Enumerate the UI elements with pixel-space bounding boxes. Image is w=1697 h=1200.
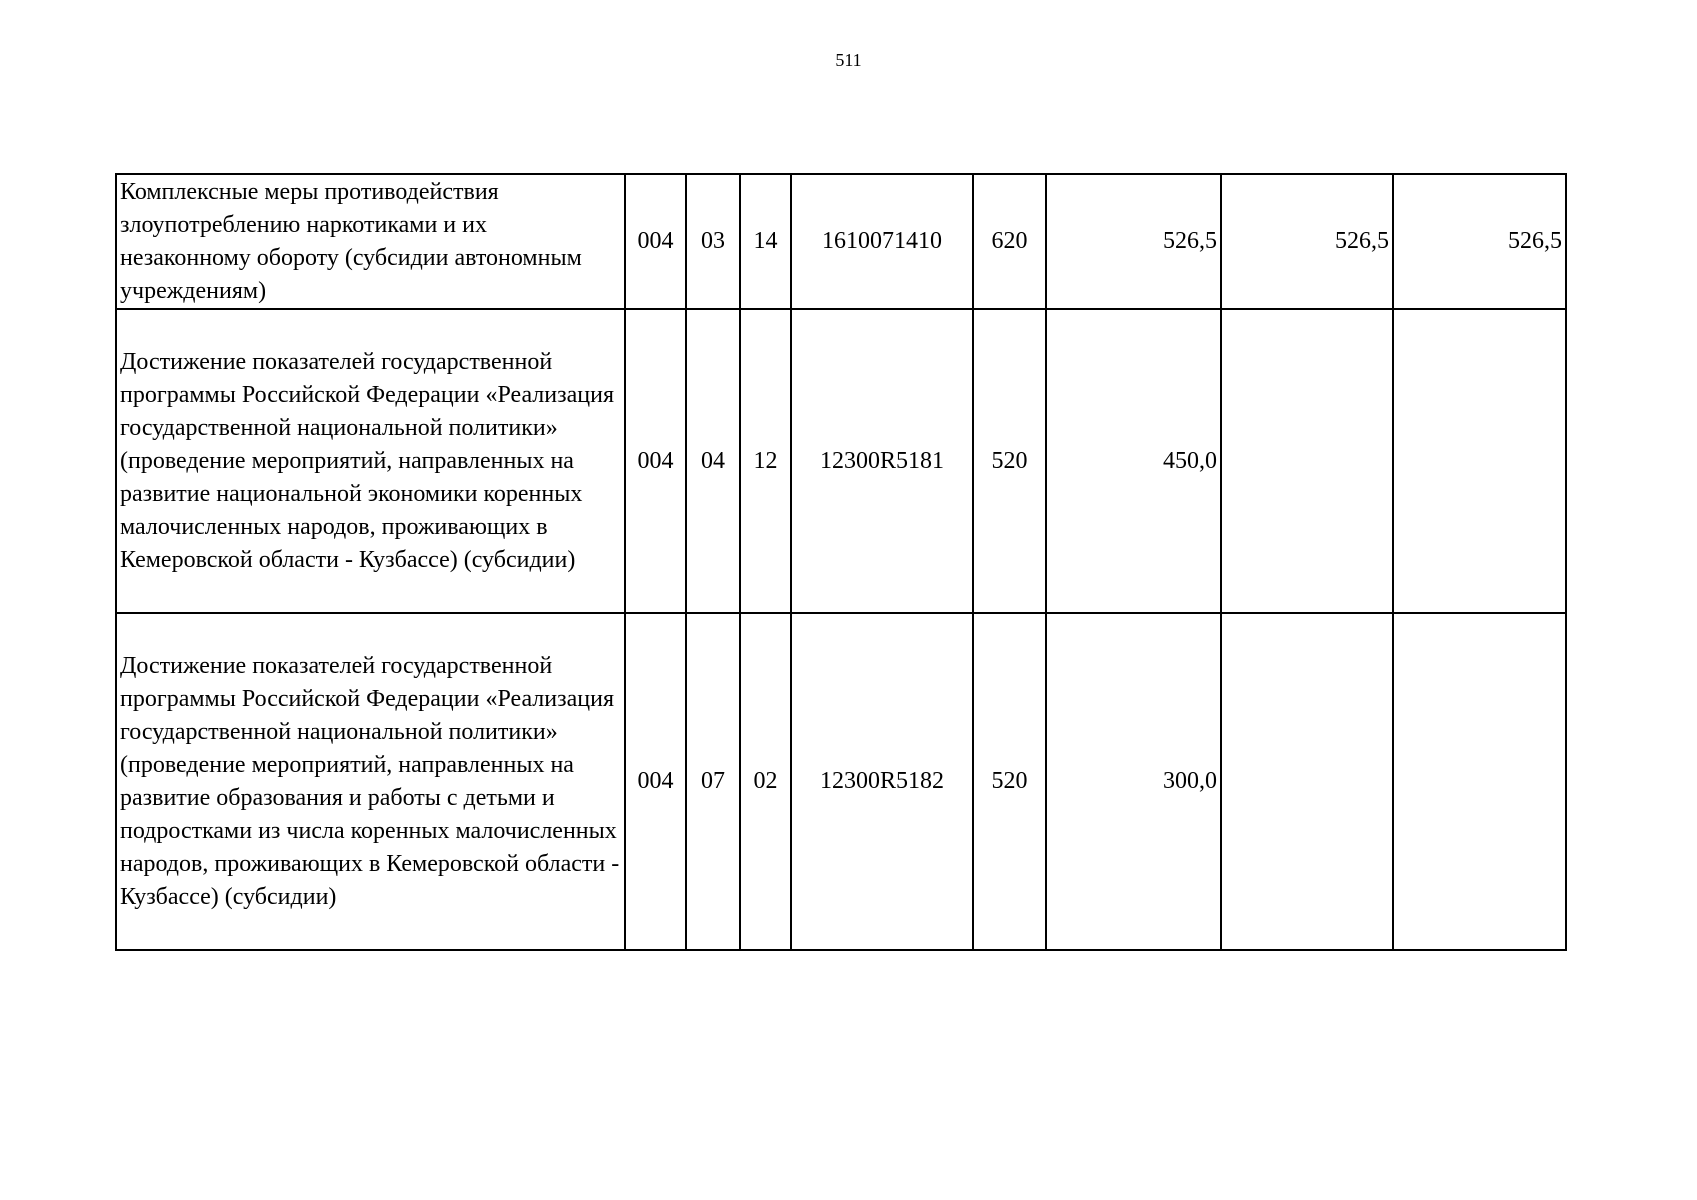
expense-type-cell: 520: [973, 309, 1046, 613]
table-row: [116, 613, 1566, 950]
section-code-cell: 04: [686, 309, 740, 613]
expense-name-cell: Достижение показателей государственной программы Российской Федерации «Реализация государственной национальной политики» (проведение мероприятий, направленных на развитие национальной экономики коренных малочисленных народов, проживающих в Кемеровской области - Кузбассе) (субсидии): [116, 309, 625, 613]
ministry-code-cell: 004: [625, 613, 686, 950]
amount-3-cell: 526,5: [1393, 174, 1566, 309]
subsection-code-cell: 14: [740, 174, 791, 309]
amount-2-cell: 526,5: [1221, 174, 1393, 309]
expense-name-cell: Достижение показателей государственной программы Российской Федерации «Реализация государственной национальной политики» (проведение мероприятий, направленных на развитие образования и работы с детьми и подростками из числа коренных малочисленных народов, проживающих в Кемеровской области - Кузбассе) (субсидии): [116, 613, 625, 950]
table-row: [116, 174, 1566, 309]
section-code-cell: 07: [686, 613, 740, 950]
amount-1-cell: 450,0: [1046, 309, 1221, 613]
amount-2-cell: [1221, 613, 1393, 950]
target-article-cell: 1610071410: [791, 174, 973, 309]
expense-name-cell: Комплексные меры противодействия злоупотреблению наркотиками и их незаконному обороту (субсидии автономным учреждениям): [116, 174, 625, 309]
section-code-cell: 03: [686, 174, 740, 309]
amount-1-cell: 300,0: [1046, 613, 1221, 950]
subsection-code-cell: 02: [740, 613, 791, 950]
amount-3-cell: [1393, 613, 1566, 950]
budget-table: [115, 173, 1567, 951]
amount-1-cell: 526,5: [1046, 174, 1221, 309]
subsection-code-cell: 12: [740, 309, 791, 613]
target-article-cell: 12300R5181: [791, 309, 973, 613]
expense-type-cell: 620: [973, 174, 1046, 309]
page-number: 511: [835, 50, 862, 70]
table-row: [116, 309, 1566, 613]
ministry-code-cell: 004: [625, 174, 686, 309]
expense-type-cell: 520: [973, 613, 1046, 950]
target-article-cell: 12300R5182: [791, 613, 973, 950]
amount-2-cell: [1221, 309, 1393, 613]
ministry-code-cell: 004: [625, 309, 686, 613]
amount-3-cell: [1393, 309, 1566, 613]
